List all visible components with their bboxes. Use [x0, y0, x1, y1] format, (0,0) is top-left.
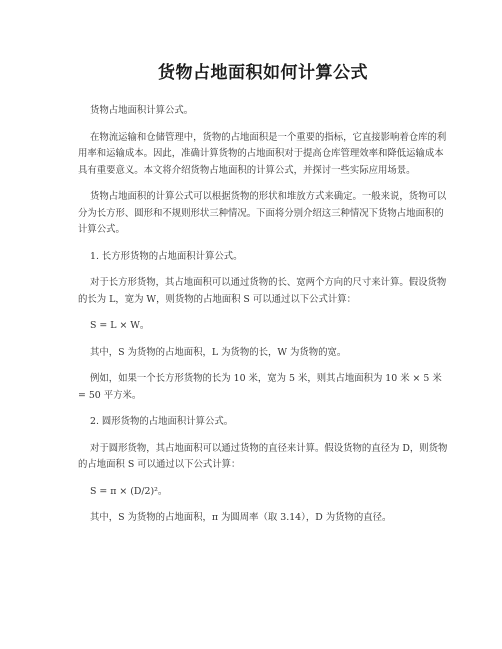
paragraph-background: 在物流运输和仓储管理中，货物的占地面积是一个重要的指标，它直接影响着仓库的利用率和运输成本。因此，准确计算货物的占地面积对于提高仓库管理效率和降低运输成本具有重要意义。本文将介绍货物占地面积的计算公式，并探讨一些实际应用场景。: [78, 131, 447, 176]
paragraph-circle-vars: 其中，S 为货物的占地面积，π 为圆周率（取 3.14），D 为货物的直径。: [90, 512, 392, 523]
section-heading-circle: 2. 圆形货物的占地面积计算公式。: [90, 416, 234, 427]
section-heading-rectangle: 1. 长方形货物的占地面积计算公式。: [90, 250, 243, 262]
paragraph-overview: 货物占地面积的计算公式可以根据货物的形状和堆放方式来确定。一般来说，货物可以分为长方形、圆形和不规则形状三种情况。下面将分别介绍这三种情况下货物占地面积的计算公式。: [78, 191, 447, 235]
document-title: 货物占地面积如何计算公式: [158, 63, 368, 83]
formula-rectangle: S = L × W。: [90, 320, 150, 331]
formula-circle: S = π × (D/2)²。: [90, 485, 168, 497]
paragraph-intro: 货物占地面积计算公式。: [90, 105, 194, 116]
paragraph-rectangle-example: 例如，如果一个长方形货物的长为 10 米，宽为 5 米，则其占地面积为 10 米 × 5 米 = 50 平方米。: [78, 373, 442, 401]
paragraph-rectangle-desc: 对于长方形货物，其占地面积可以通过货物的长、宽两个方向的尺寸来计算。假设货物的长为 L，宽为 W，则货物的占地面积 S 可以通过以下公式计算：: [78, 277, 447, 305]
paragraph-circle-desc: 对于圆形货物，其占地面积可以通过货物的直径来计算。假设货物的直径为 D，则货物的占地面积 S 可以通过以下公式计算：: [78, 442, 448, 470]
paragraph-rectangle-vars: 其中，S 为货物的占地面积，L 为货物的长，W 为货物的宽。: [90, 346, 347, 358]
